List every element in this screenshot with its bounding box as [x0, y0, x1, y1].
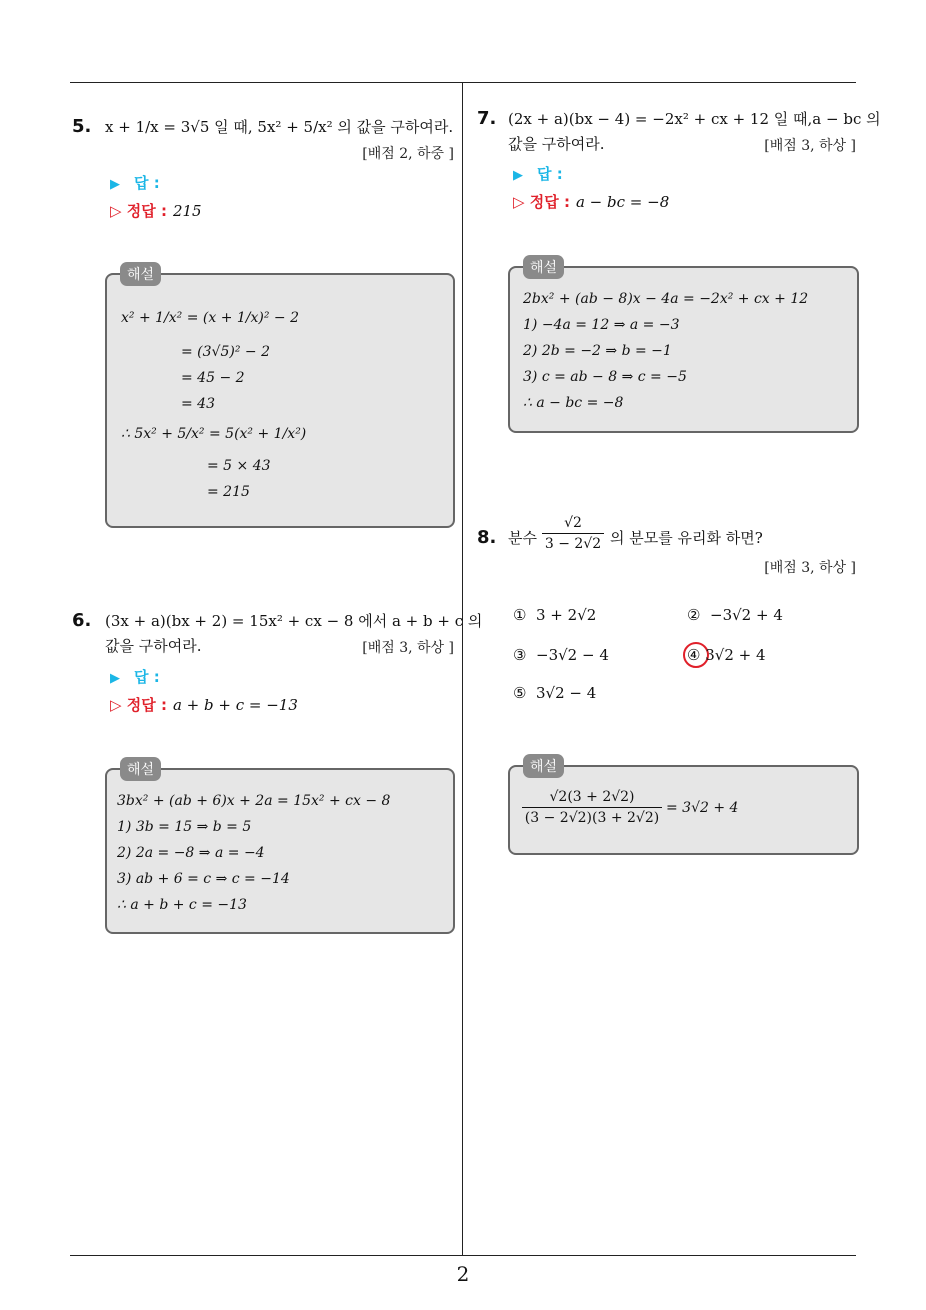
fraction-denominator: 3 − 2√2 — [542, 533, 604, 554]
choice-5[interactable] — [513, 684, 596, 702]
question-text: (2x + a)(bx − 4) = −2x² + cx + 12 일 때,a − bc 의 — [508, 110, 881, 128]
solution-line: 3) c = ab − 8 ⇒ c = −5 — [523, 369, 687, 385]
solution-line: = 215 — [207, 484, 250, 500]
question-text: (3x + a)(bx + 2) = 15x² + cx − 8 에서 a + b + c 의 — [105, 612, 483, 630]
triangle-outline-icon: ▷ — [110, 696, 127, 714]
choice-text: 3 + 2√2 — [536, 606, 597, 624]
choice-text: 3√2 − 4 — [536, 684, 597, 702]
top-rule — [70, 82, 856, 83]
solution-box — [508, 266, 859, 433]
solution-box — [508, 765, 859, 855]
solution-tag: 해설 — [523, 255, 564, 279]
answer-line[interactable]: ▶ 답 : — [110, 668, 160, 686]
question-number: 8. — [477, 527, 497, 548]
score-ref: [배점 2, 하중 ] — [362, 146, 454, 162]
question-text-prefix: 분수 — [508, 529, 537, 547]
solution-line: = 45 − 2 — [181, 370, 245, 386]
solution-line: ∴ a − bc = −8 — [523, 395, 624, 411]
solution-line: = 5 × 43 — [207, 458, 271, 474]
solution-line: 3bx² + (ab + 6)x + 2a = 15x² + cx − 8 — [117, 793, 391, 809]
solution-line: 2bx² + (ab − 8)x − 4a = −2x² + cx + 12 — [523, 291, 809, 307]
play-icon: ▶ — [110, 177, 120, 192]
choice-text: −3√2 − 4 — [536, 646, 609, 664]
solution-line: = 43 — [181, 396, 215, 412]
answer-line[interactable]: ▶ 답 : — [513, 165, 563, 183]
choice-mark: ① — [513, 606, 527, 624]
question-text-line2: 값을 구하여라. — [508, 135, 605, 153]
solution-denominator: (3 − 2√2)(3 + 2√2) — [522, 807, 662, 828]
bottom-rule — [70, 1255, 856, 1256]
choice-3[interactable] — [513, 646, 609, 664]
solution-box — [105, 768, 455, 934]
solution-line: 1) −4a = 12 ⇒ a = −3 — [523, 317, 680, 333]
solution-tag: 해설 — [120, 262, 161, 286]
choice-2[interactable] — [687, 606, 783, 624]
solution-result: = 3√2 + 4 — [666, 800, 739, 816]
choice-mark: ③ — [513, 646, 527, 664]
correct-answer: ▷ 정답 : a + b + c = −13 — [110, 696, 298, 714]
solution-fraction — [522, 787, 662, 828]
triangle-outline-icon: ▷ — [110, 202, 127, 220]
answer-line[interactable]: ▶ 답 : — [110, 174, 160, 192]
solution-tag: 해설 — [523, 754, 564, 778]
solution-numerator: √2(3 + 2√2) — [549, 789, 635, 805]
question-number: 5. — [72, 116, 92, 137]
solution-line: 2) 2b = −2 ⇒ b = −1 — [523, 343, 672, 359]
question-text: x + 1/x = 3√5 일 때, 5x² + 5/x² 의 값을 구하여라. — [105, 118, 454, 136]
fraction-numerator: √2 — [564, 515, 582, 531]
solution-line: ∴ 5x² + 5/x² = 5(x² + 1/x²) — [121, 426, 307, 442]
question-number: 7. — [477, 108, 497, 129]
triangle-outline-icon: ▷ — [513, 193, 530, 211]
solution-line: 1) 3b = 15 ⇒ b = 5 — [117, 819, 252, 835]
solution-line: = (3√5)² − 2 — [181, 344, 270, 360]
solution-box — [105, 273, 455, 528]
choice-text: −3√2 + 4 — [710, 606, 783, 624]
solution-line: 3) ab + 6 = c ⇒ c = −14 — [117, 871, 290, 887]
choice-mark: ⑤ — [513, 684, 527, 702]
score-ref: [배점 3, 하상 ] — [362, 640, 454, 656]
page-number: 2 — [456, 1262, 470, 1286]
correct-answer: ▷ 정답 : 215 — [110, 202, 202, 220]
choice-1[interactable] — [513, 606, 596, 624]
correct-answer: ▷ 정답 : a − bc = −8 — [513, 193, 670, 211]
solution-line: ∴ a + b + c = −13 — [117, 897, 247, 913]
solution-line: x² + 1/x² = (x + 1/x)² − 2 — [121, 310, 300, 326]
question-fraction — [542, 513, 604, 554]
score-ref: [배점 3, 하상 ] — [764, 560, 856, 576]
choice-text: 3√2 + 4 — [705, 646, 766, 664]
column-divider — [462, 82, 463, 1255]
choice-mark: ④ — [687, 646, 701, 664]
question-number: 6. — [72, 610, 92, 631]
play-icon: ▶ — [110, 671, 120, 686]
score-ref: [배점 3, 하상 ] — [764, 138, 856, 154]
solution-tag: 해설 — [120, 757, 161, 781]
play-icon: ▶ — [513, 168, 523, 183]
choice-4[interactable] — [687, 646, 766, 664]
solution-line: 2) 2a = −8 ⇒ a = −4 — [117, 845, 265, 861]
question-text-line2: 값을 구하여라. — [105, 637, 202, 655]
choice-mark: ② — [687, 606, 701, 624]
question-text-suffix: 의 분모를 유리화 하면? — [610, 529, 763, 547]
